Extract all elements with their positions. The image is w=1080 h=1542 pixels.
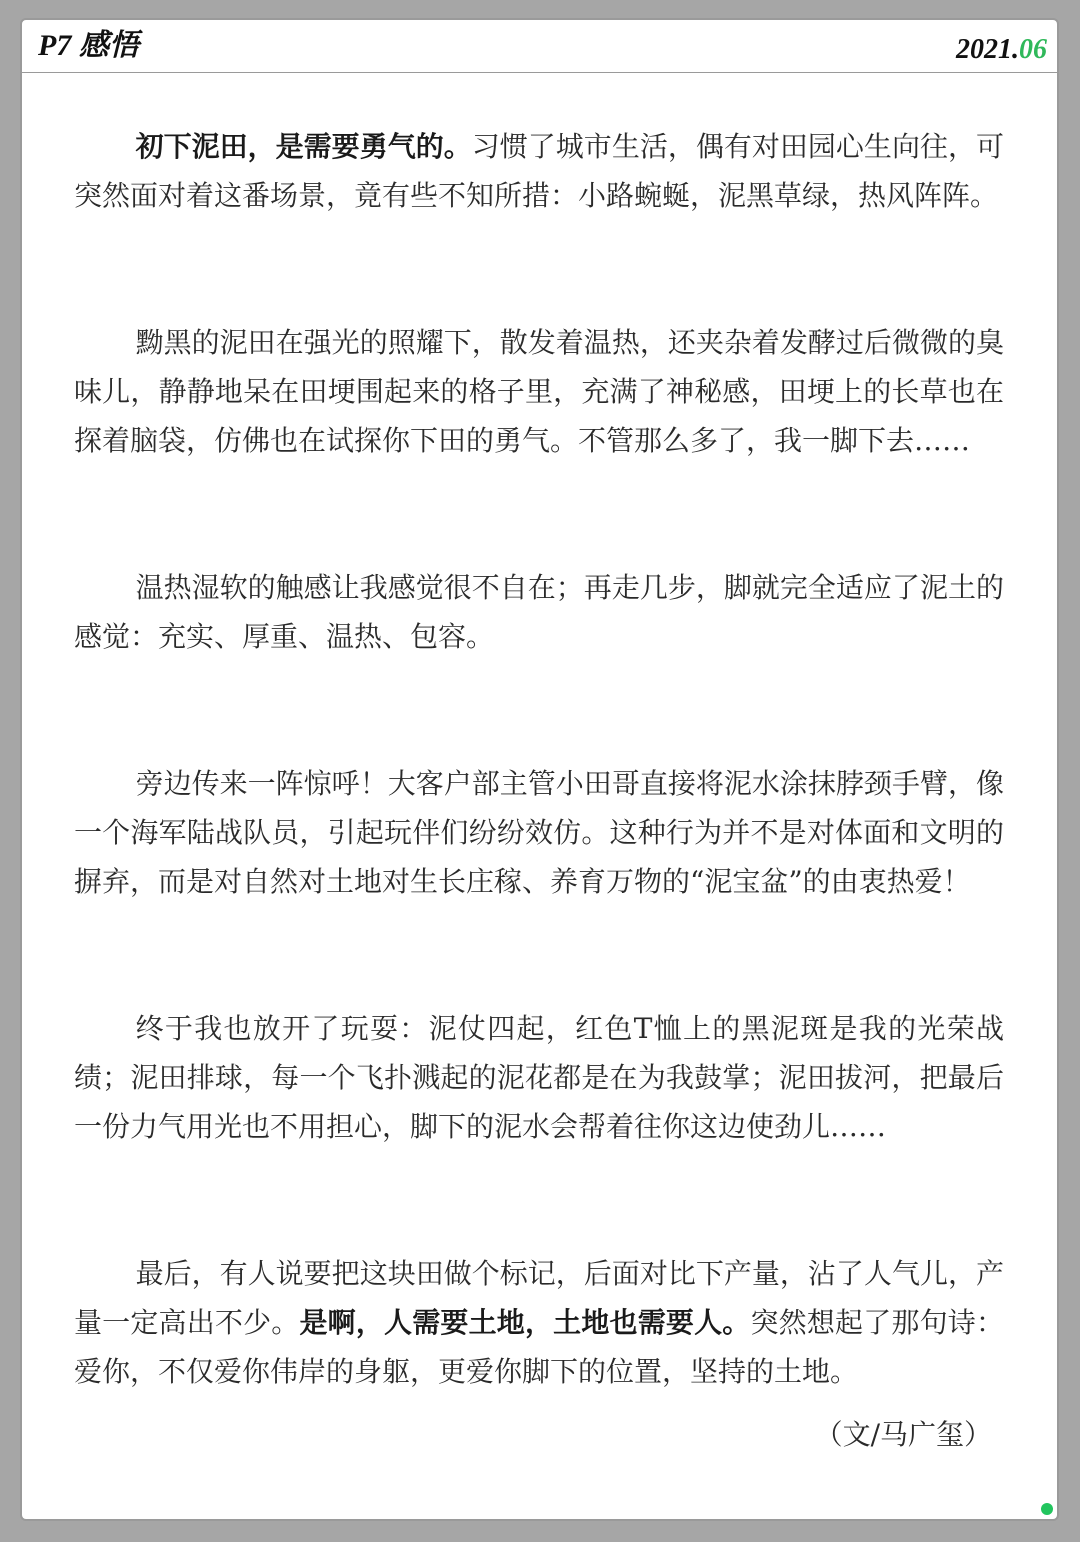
lead-sentence: 初下泥田，是需要勇气的。 (135, 130, 472, 163)
paragraph-5: 终于我也放开了玩耍：泥仗四起，红色T恤上的黑泥斑是我的光荣战绩；泥田排球，每一个飞扑溅起的泥花都是在为我鼓掌；泥田拔河，把最后一份力气用光也不用担心，脚下的泥水会帮着往你这边使劲儿…… (74, 1012, 1004, 1143)
paragraph-6-text-a: 最后，有人说要把这块田做个标记，后面对比下产量，沾了人气儿，产量一定高出不少。 (74, 1257, 1004, 1339)
paragraph-3: 温热湿软的触感让我感觉很不自在；再走几步，脚就完全适应了泥土的感觉：充实、厚重、温热、包容。 (74, 571, 1004, 653)
author-byline: （文/马广玺） (814, 1418, 992, 1451)
article-body (74, 122, 1004, 1459)
page-header (22, 20, 1057, 73)
paragraph-6-text-b: 突然想起了那句诗：爱你，不仅爱你伟岸的身躯，更爱你脚下的位置，坚持的土地。 (74, 1306, 1004, 1388)
green-dot-icon (1041, 1503, 1053, 1515)
paragraph-1-text: 习惯了城市生活，偶有对田园心生向往，可突然面对着这番场景，竟有些不知所措：小路蜿蜒，泥黑草绿，热风阵阵。 (74, 130, 1004, 212)
highlight-sentence: 是啊，人需要土地，土地也需要人。 (299, 1306, 751, 1339)
issue-date (956, 30, 1047, 70)
page-card (20, 18, 1059, 1521)
paragraph-1 (74, 122, 1004, 220)
paragraph-6 (74, 1249, 1004, 1396)
page-label: P7 感悟 (38, 29, 139, 62)
paragraph-4: 旁边传来一阵惊呼！大客户部主管小田哥直接将泥水涂抹脖颈手臂，像一个海军陆战队员，引起玩伴们纷纷效仿。这种行为并不是对体面和文明的摒弃，而是对自然对土地对生长庄稼、养育万物的“泥宝盆”的由衷热爱！ (74, 767, 1004, 898)
paragraph-2: 黝黑的泥田在强光的照耀下，散发着温热，还夹杂着发酵过后微微的臭味儿，静静地呆在田埂围起来的格子里，充满了神秘感，田埂上的长草也在探着脑袋，仿佛也在试探你下田的勇气。不管那么多了，我一脚下去…… (74, 326, 1004, 457)
issue-year: 2021. (956, 34, 1019, 65)
issue-month: 06 (1019, 34, 1047, 65)
